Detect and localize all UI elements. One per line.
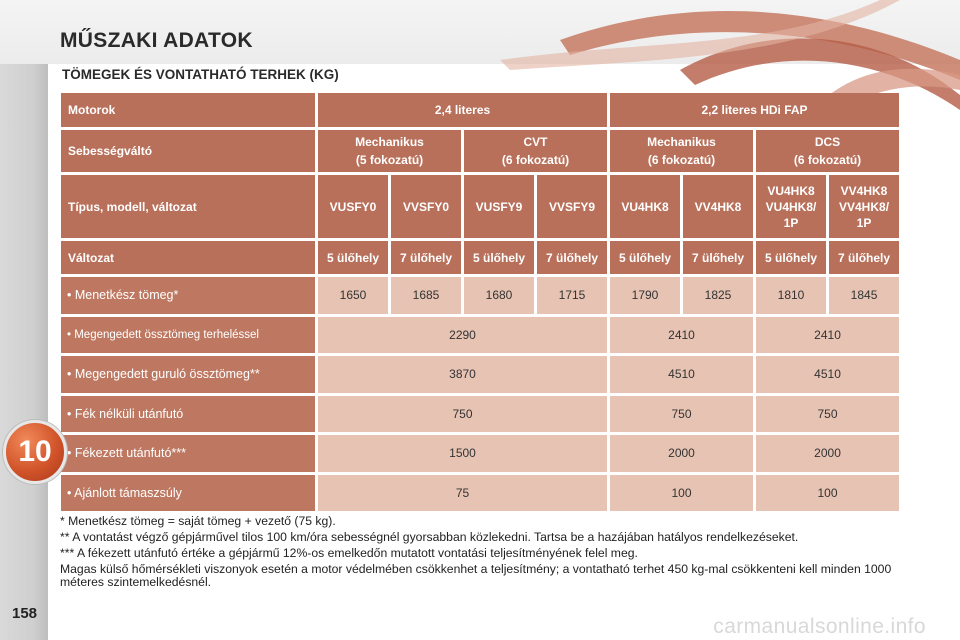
engine-24: 2,4 literes	[318, 93, 607, 127]
cell-value: 1715	[537, 277, 607, 314]
variant-row	[61, 241, 899, 274]
variant-seats: 5 ülőhely	[464, 241, 534, 274]
cell-value: 3870	[318, 356, 607, 393]
footnote: ** A vontatást végző gépjárművel tilos 100 km/óra sebességnél gyorsabban közlekedni. Tartsa be a hazájában hatályos rendelkezéseket.	[60, 530, 799, 544]
page-number: 158	[12, 605, 38, 622]
chapter-badge: 10	[3, 420, 67, 484]
cell-value: 1650	[318, 277, 388, 314]
footnotes	[60, 515, 902, 592]
type-code: VUSFY0	[318, 175, 388, 238]
variant-seats: 5 ülőhely	[756, 241, 826, 274]
variant-seats: 7 ülőhely	[537, 241, 607, 274]
row-label: • Fék nélküli utánfutó	[61, 396, 315, 433]
gearbox-dcs: DCS (6 fokozatú)	[756, 130, 899, 172]
type-row	[61, 175, 899, 238]
cell-value: 100	[756, 475, 899, 512]
type-code: VUSFY9	[464, 175, 534, 238]
type-code: VV4HK8	[683, 175, 753, 238]
cell-value: 750	[610, 396, 753, 433]
cell-value: 2000	[610, 435, 753, 472]
table-row	[61, 317, 899, 354]
type-code: VVSFY9	[537, 175, 607, 238]
footnote: *** A fékezett utánfutó értéke a gépjármű 12%-os emelkedőn mutatott vontatási teljesítményének felel meg.	[60, 546, 638, 560]
cell-value: 1825	[683, 277, 753, 314]
cell-value: 2410	[756, 317, 899, 354]
variant-seats: 5 ülőhely	[610, 241, 680, 274]
footnote: Magas külső hőmérsékleti viszonyok esetén a motor védelmében csökkenhet a teljesítmény; a vontatható terhet 450 kg-mal csökkenteni kell minden 1000 méteres szintemelkedésnél.	[60, 562, 892, 589]
row-label: • Menetkész tömeg*	[61, 277, 315, 314]
row-label: • Megengedett össztömeg terheléssel	[61, 317, 315, 354]
engine-22-hdi: 2,2 literes HDi FAP	[610, 93, 899, 127]
type-code-stack: VV4HK8 VV4HK8/ 1P	[829, 175, 899, 238]
cell-value: 1680	[464, 277, 534, 314]
cell-value: 100	[610, 475, 753, 512]
table-row	[61, 396, 899, 433]
cell-value: 1790	[610, 277, 680, 314]
type-code-stack: VU4HK8 VU4HK8/ 1P	[756, 175, 826, 238]
cell-value: 1810	[756, 277, 826, 314]
table-row	[61, 475, 899, 512]
table-row	[61, 356, 899, 393]
cell-value: 4510	[756, 356, 899, 393]
cell-value: 4510	[610, 356, 753, 393]
weights-table	[58, 90, 902, 514]
gearbox-label: Sebességváltó	[61, 130, 315, 172]
cell-value: 75	[318, 475, 607, 512]
watermark: carmanualsonline.info	[713, 615, 926, 638]
table-row	[61, 435, 899, 472]
variant-seats: 5 ülőhely	[318, 241, 388, 274]
gearbox-cvt: CVT (6 fokozatú)	[464, 130, 607, 172]
table-row	[61, 277, 899, 314]
gearbox-row	[61, 130, 899, 172]
gearbox-manual-6: Mechanikus (6 fokozatú)	[610, 130, 753, 172]
type-code: VVSFY0	[391, 175, 461, 238]
page-title: MŰSZAKI ADATOK	[60, 29, 253, 52]
footnote: * Menetkész tömeg = saját tömeg + vezető (75 kg).	[60, 514, 336, 528]
type-label: Típus, modell, változat	[61, 175, 315, 238]
variant-seats: 7 ülőhely	[683, 241, 753, 274]
gearbox-manual-5: Mechanikus (5 fokozatú)	[318, 130, 461, 172]
cell-value: 750	[756, 396, 899, 433]
row-label: • Fékezett utánfutó***	[61, 435, 315, 472]
cell-value: 2290	[318, 317, 607, 354]
row-label: • Ajánlott támaszsúly	[61, 475, 315, 512]
side-band	[0, 64, 48, 640]
engine-label: Motorok	[61, 93, 315, 127]
cell-value: 2410	[610, 317, 753, 354]
cell-value: 2000	[756, 435, 899, 472]
weights-body	[61, 277, 899, 511]
type-code: VU4HK8	[610, 175, 680, 238]
engine-row	[61, 93, 899, 127]
cell-value: 750	[318, 396, 607, 433]
row-label: • Megengedett guruló össztömeg**	[61, 356, 315, 393]
variant-seats: 7 ülőhely	[391, 241, 461, 274]
section-title: TÖMEGEK ÉS VONTATHATÓ TERHEK (KG)	[62, 67, 339, 82]
cell-value: 1845	[829, 277, 899, 314]
variant-seats: 7 ülőhely	[829, 241, 899, 274]
variant-label: Változat	[61, 241, 315, 274]
cell-value: 1500	[318, 435, 607, 472]
cell-value: 1685	[391, 277, 461, 314]
